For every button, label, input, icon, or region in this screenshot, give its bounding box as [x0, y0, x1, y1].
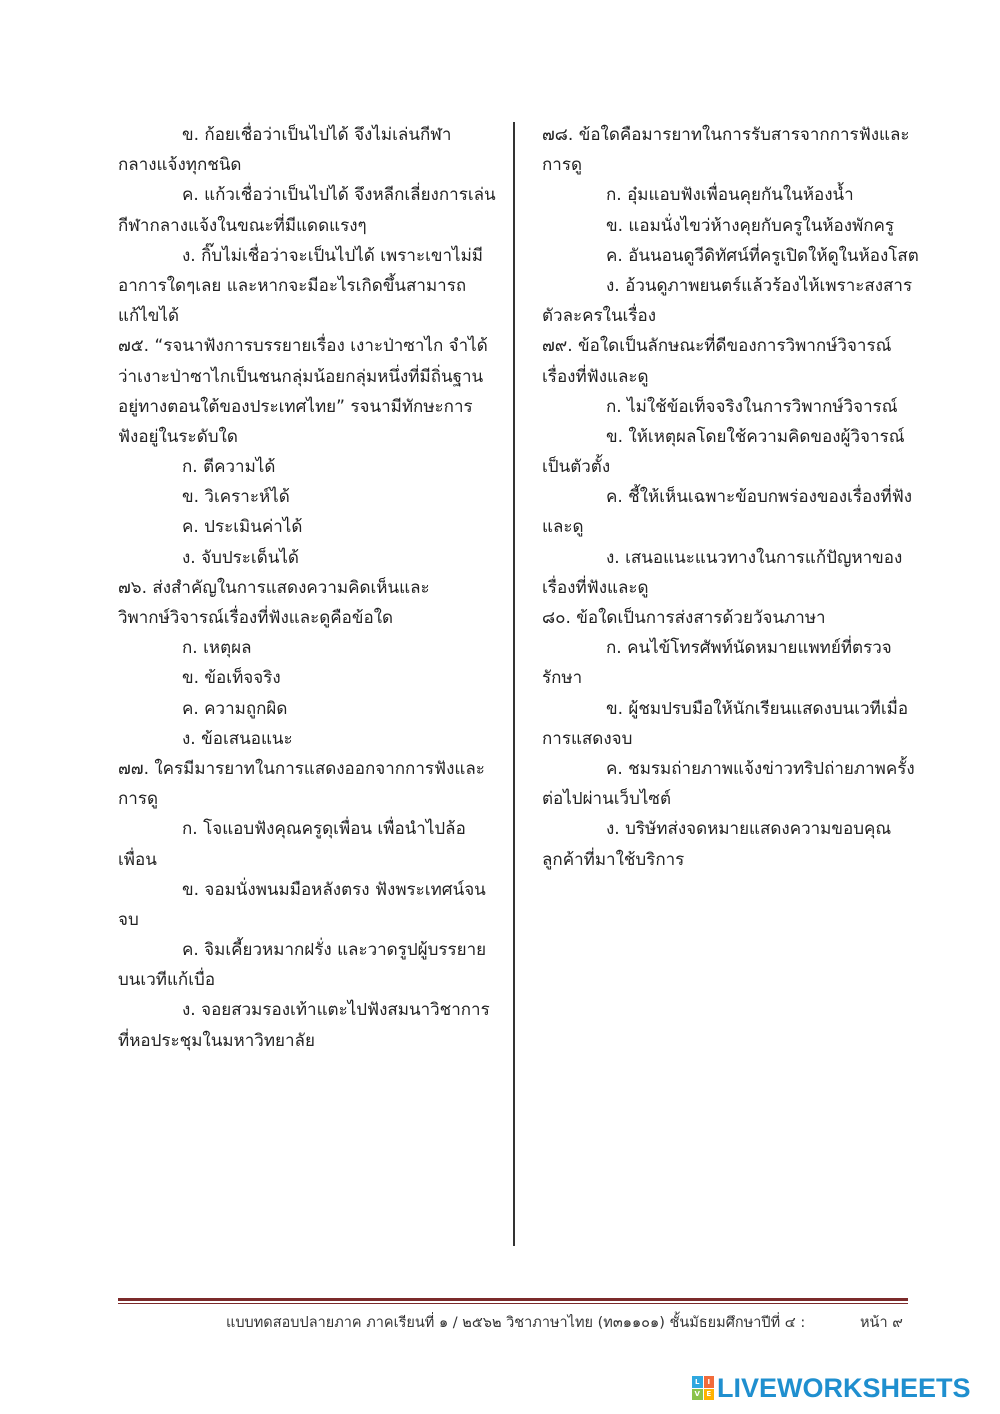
text-line: ค. จิมเคี้ยวหมากฝรั่ง และวาดรูปผู้บรรยาย	[182, 940, 487, 961]
text-line: ที่หอประชุมในมหาวิทยาลัย	[118, 1030, 315, 1051]
text-line: ว่าเงาะป่าซาไกเป็นชนกลุ่มน้อยกลุ่มหนึ่งที่มีถิ่นฐาน	[118, 366, 484, 387]
text-line: ข. แอมนั่งไขว่ห้างคุยกับครูในห้องพักครู	[606, 215, 895, 236]
text-line: ง. จับประเด็นได้	[182, 547, 299, 568]
text-line: ข. ผู้ชมปรบมือให้นักเรียนแสดงบนเวทีเมื่อ	[606, 698, 909, 719]
footer-rule-thick	[118, 1298, 908, 1301]
text-line: ค. แก้วเชื่อว่าเป็นไปได้ จึงหลีกเลี่ยงการเล่น	[182, 185, 496, 206]
text-line: ง. อ้วนดูภาพยนตร์แล้วร้องไห้เพราะสงสาร	[606, 275, 913, 296]
text-line: การดู	[542, 155, 583, 176]
text-line: เพื่อน	[118, 849, 157, 870]
right-column	[542, 120, 919, 875]
text-line: ข. ข้อเท็จจริง	[182, 668, 281, 689]
text-line: ก. โจแอบฟังคุณครูดุเพื่อน เพื่อนำไปล้อ	[182, 819, 466, 840]
text-line: ข. ให้เหตุผลโดยใช้ความคิดของผู้วิจารณ์	[606, 426, 905, 447]
text-line: ๗๘. ข้อใดคือมารยาทในการรับสารจากการฟังและ	[542, 125, 910, 145]
text-line: การดู	[118, 789, 159, 810]
text-line: ลูกค้าที่มาใช้บริการ	[542, 849, 685, 870]
text-line: ง. บริษัทส่งจดหมายแสดงความขอบคุณ	[606, 819, 892, 840]
text-line: แก้ไขได้	[118, 306, 180, 327]
page-footer	[226, 1311, 903, 1334]
text-line: ๘๐. ข้อใดเป็นการส่งสารด้วยวัจนภาษา	[542, 608, 826, 628]
column-divider	[513, 122, 515, 1246]
text-line: ข. จอมนั่งพนมมือหลังตรง ฟังพระเทศน์จน	[182, 879, 486, 900]
liveworksheets-brand[interactable]	[692, 1372, 971, 1404]
text-line: ข. วิเคราะห์ได้	[182, 487, 290, 508]
text-line: ง. จอยสวมรองเท้าแตะไปฟังสมนาวิชาการ	[182, 1000, 490, 1021]
text-line: และดู	[542, 517, 584, 538]
text-line: ก. ไม่ใช้ข้อเท็จจริงในการวิพากษ์วิจารณ์	[606, 396, 898, 417]
brand-name: LIVEWORKSHEETS	[717, 1373, 971, 1403]
page-number: หน้า ๙	[860, 1315, 903, 1331]
text-line: อาการใดๆเลย และหากจะมีอะไรเกิดขึ้นสามารถ	[118, 275, 467, 296]
text-line: ค. ความถูกผิด	[182, 698, 288, 719]
text-line: ค. ประเมินค่าได้	[182, 517, 303, 538]
text-line: อยู่ทางตอนใต้ของประเทศไทย” รจนามีทักษะการ	[118, 396, 473, 417]
text-line: ก. คนไข้โทรศัพท์นัดหมายแพทย์ที่ตรวจ	[606, 638, 892, 659]
text-line: ๗๕. “รจนาฟังการบรรยายเรื่อง เงาะป่าซาไก จำได้	[118, 336, 488, 357]
text-line: เป็นตัวตั้ง	[542, 457, 611, 478]
text-line: ฟังอยู่ในระดับใด	[118, 426, 238, 447]
text-line: ข. ก้อยเชื่อว่าเป็นไปได้ จึงไม่เล่นกีฬา	[182, 125, 452, 145]
left-column	[118, 120, 496, 1056]
text-line: ก. เหตุผล	[182, 638, 252, 659]
text-line: ๗๖. ส่งสำคัญในการแสดงความคิดเห็นและ	[118, 577, 430, 598]
text-line: ค. ชมรมถ่ายภาพแจ้งข่าวทริปถ่ายภาพครั้ง	[606, 758, 915, 779]
footer-rule-thin	[118, 1303, 908, 1304]
text-line: กีฬากลางแจ้งในขณะที่มีแดดแรงๆ	[118, 215, 367, 236]
text-line: ก. อุ๋มแอบฟังเพื่อนคุยกันในห้องน้ำ	[606, 185, 854, 206]
text-line: ง. เสนอแนะแนวทางในการแก้ปัญหาของ	[606, 547, 903, 568]
text-line: ๗๗. ใครมีมารยาทในการแสดงออกจากการฟังและ	[118, 758, 485, 779]
text-line: การแสดงจบ	[542, 728, 633, 749]
text-line: ง. กิ๊บไม่เชื่อว่าจะเป็นไปได้ เพราะเขาไม่มี	[182, 245, 484, 266]
text-line: ต่อไปผ่านเว็บไซต์	[542, 789, 671, 810]
text-line: ค. ชี้ให้เห็นเฉพาะข้อบกพร่องของเรื่องที่ฟัง	[606, 487, 913, 508]
text-line: ง. ข้อเสนอแนะ	[182, 728, 293, 749]
liveworksheets-logo-icon: L I V E	[692, 1376, 714, 1400]
text-line: จบ	[118, 909, 139, 930]
text-line: กลางแจ้งทุกชนิด	[118, 155, 242, 176]
text-line: เรื่องที่ฟังและดู	[542, 577, 649, 598]
text-line: รักษา	[542, 668, 583, 689]
text-line: ๗๙. ข้อใดเป็นลักษณะที่ดีของการวิพากษ์วิจารณ์	[542, 336, 892, 357]
footer-exam-title: แบบทดสอบปลายภาค ภาคเรียนที่ ๑ / ๒๕๖๒ วิชาภาษาไทย (ท๓๑๑๐๑) ชั้นมัธยมศึกษาปีที่ ๔ :	[226, 1315, 806, 1331]
text-line: เรื่องที่ฟังและดู	[542, 366, 649, 387]
text-line: ตัวละครในเรื่อง	[542, 306, 657, 327]
text-line: บนเวทีแก้เบื่อ	[118, 970, 216, 991]
text-line: ก. ตีความได้	[182, 457, 276, 478]
text-line: ค. อันนอนดูวีดิทัศน์ที่ครูเปิดให้ดูในห้องโสต	[606, 245, 919, 266]
text-line: วิพากษ์วิจารณ์เรื่องที่ฟังและดูคือข้อใด	[118, 608, 394, 628]
